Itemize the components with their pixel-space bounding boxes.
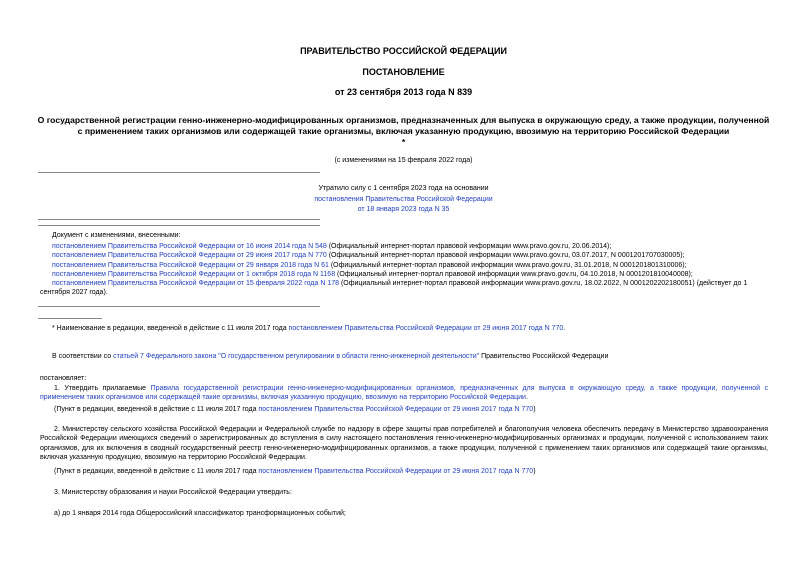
paragraph-3a: а) до 1 января 2014 года Общероссийский классификатор трансформационных событий; [54, 510, 346, 517]
list-item [40, 261, 770, 270]
change-source: (Официальный интернет-портал правовой информации www.pravo.gov.ru, 31.01.2018, N 0001201801310006); [328, 261, 687, 269]
changes-list [40, 242, 770, 298]
list-item [40, 242, 770, 251]
paragraph-2: 2. Министерству сельского хозяйства Российской Федерации и Федеральной службе по надзору в сфере защиты прав потребителей и благополучия человека обеспечить передачу в Министерство здравоохранения Российской Федерации имеющихся сведений о зарегистрированных до вступления в силу настоящего постановления генно-инженерно-модифицированных организмах и продукции, полученной с использованием таких организмов, для их включения в сводный государственный реестр генно-инженерно-модифицированных организмов, а также продукции, полученной с применением таких организмов или содержащей такие организмы, включая указанную продукцию, ввозимую на территорию Российской Федерации. [40, 426, 768, 461]
paragraph-3: 3. Министерству образования и науки Российской Федерации утвердить: [54, 489, 292, 496]
footnote [52, 324, 768, 333]
doc-date-number: от 23 сентября 2013 года N 839 [334, 87, 473, 97]
preamble [52, 352, 768, 361]
changes-intro: Документ с изменениями, внесенными: [52, 232, 181, 239]
preamble-text: В соответствии со [52, 353, 114, 360]
divider [38, 306, 320, 307]
change-source: (Официальный интернет-портал правовой информации www.pravo.gov.ru, 20.06.2014); [326, 243, 612, 250]
change-source: (Официальный интернет-портал правовой информации www.pravo.gov.ru, 03.07.2017, N 0001201707030005); [326, 252, 685, 260]
preamble-law-link[interactable]: статьей 7 Федерального закона "О государственном регулировании в области генно-инженерной деятельности" [113, 353, 480, 360]
note-link[interactable]: постановлением Правительства Российской Федерации от 29 июня 2017 года N 770 [258, 406, 534, 413]
divider [38, 172, 320, 173]
amended-note: (с изменениями на 15 февраля 2022 года) [334, 157, 473, 164]
change-link[interactable]: постановлением Правительства Российской Федерации от 16 июня 2014 года N 548 [52, 243, 327, 250]
list-item [40, 270, 770, 279]
change-link[interactable]: постановлением Правительства Российской Федерации от 29 января 2018 года N 61 [52, 261, 329, 269]
preamble-suffix: Правительство Российской Федерации [479, 353, 609, 360]
doc-title [36, 115, 771, 148]
paragraph-1-text: 1. Утвердить прилагаемые [54, 385, 151, 392]
change-source: (Официальный интернет-портал правовой информации www.pravo.gov.ru, 18.02.2022, N 0001202202180051) (действует до 1 сентября 2027 года). [40, 280, 748, 297]
list-item [40, 279, 770, 298]
footnote-suffix: . [563, 325, 566, 332]
doc-type: ПОСТАНОВЛЕНИЕ [362, 67, 445, 77]
repeal-note [0, 184, 807, 216]
paragraph-2-note [54, 467, 768, 476]
note-text: (Пункт в редакции, введенной в действие с 11 июля 2017 года [54, 468, 259, 475]
change-link[interactable]: постановлением Правительства Российской Федерации от 1 октября 2018 года N 1168 [52, 270, 336, 278]
footnote-text: * Наименование в редакции, введенной в действие с 11 июля 2017 года [52, 325, 289, 332]
change-link[interactable]: постановлением Правительства Российской Федерации от 29 июня 2017 года N 770 [52, 252, 327, 260]
footnote-link[interactable]: постановлением Правительства Российской Федерации от 29 июня 2017 года N 770 [288, 325, 564, 332]
repeal-link-1[interactable]: постановления Правительства Российской Федерации [314, 195, 493, 203]
note-link[interactable]: постановлением Правительства Российской Федерации от 29 июня 2017 года N 770 [258, 468, 534, 475]
change-link[interactable]: постановлением Правительства Российской Федерации от 15 февраля 2022 года N 178 [52, 280, 339, 288]
government-name: ПРАВИТЕЛЬСТВО РОССИЙСКОЙ ФЕДЕРАЦИИ [300, 46, 507, 56]
note-text: (Пункт в редакции, введенной в действие с 11 июля 2017 года [54, 406, 259, 413]
decides-label: постановляет: [40, 375, 87, 382]
paragraph-1-suffix: . [525, 394, 528, 402]
paragraph-1 [40, 384, 768, 403]
list-item [40, 251, 770, 260]
divider [38, 225, 320, 226]
doc-title-text: О государственной регистрации генно-инженерно-модифицированных организмов, предназначенных для выпуска в окружающую среду, а также продукции, полученной с применением таких организмов или содержащей такие организмы, включая указанную продукцию, ввозимую на территорию Российской Федерации [37, 115, 770, 136]
doc-title-mark: * [401, 137, 406, 147]
note-suffix: ) [533, 406, 536, 413]
note-suffix: ) [533, 468, 536, 475]
change-source: (Официальный интернет-портал правовой информации www.pravo.gov.ru, 04.10.2018, N 0001201810040008); [335, 270, 693, 278]
footnote-divider [38, 318, 102, 319]
divider [38, 219, 320, 220]
repeal-link-2[interactable]: от 18 января 2023 года N 35 [357, 206, 450, 213]
rules-link[interactable]: Правила государственной регистрации генно-инженерно-модифицированных организмов, предназначенных для выпуска в окружающую среду, а также продукции, полученной с применением таких организмов или содержащей такие организмы, включая указанную продукцию, ввозимую на территорию Российской Федерации [40, 385, 768, 402]
paragraph-1-note [54, 405, 768, 414]
repeal-line: Утратило силу с 1 сентября 2023 года на основании [318, 185, 489, 192]
